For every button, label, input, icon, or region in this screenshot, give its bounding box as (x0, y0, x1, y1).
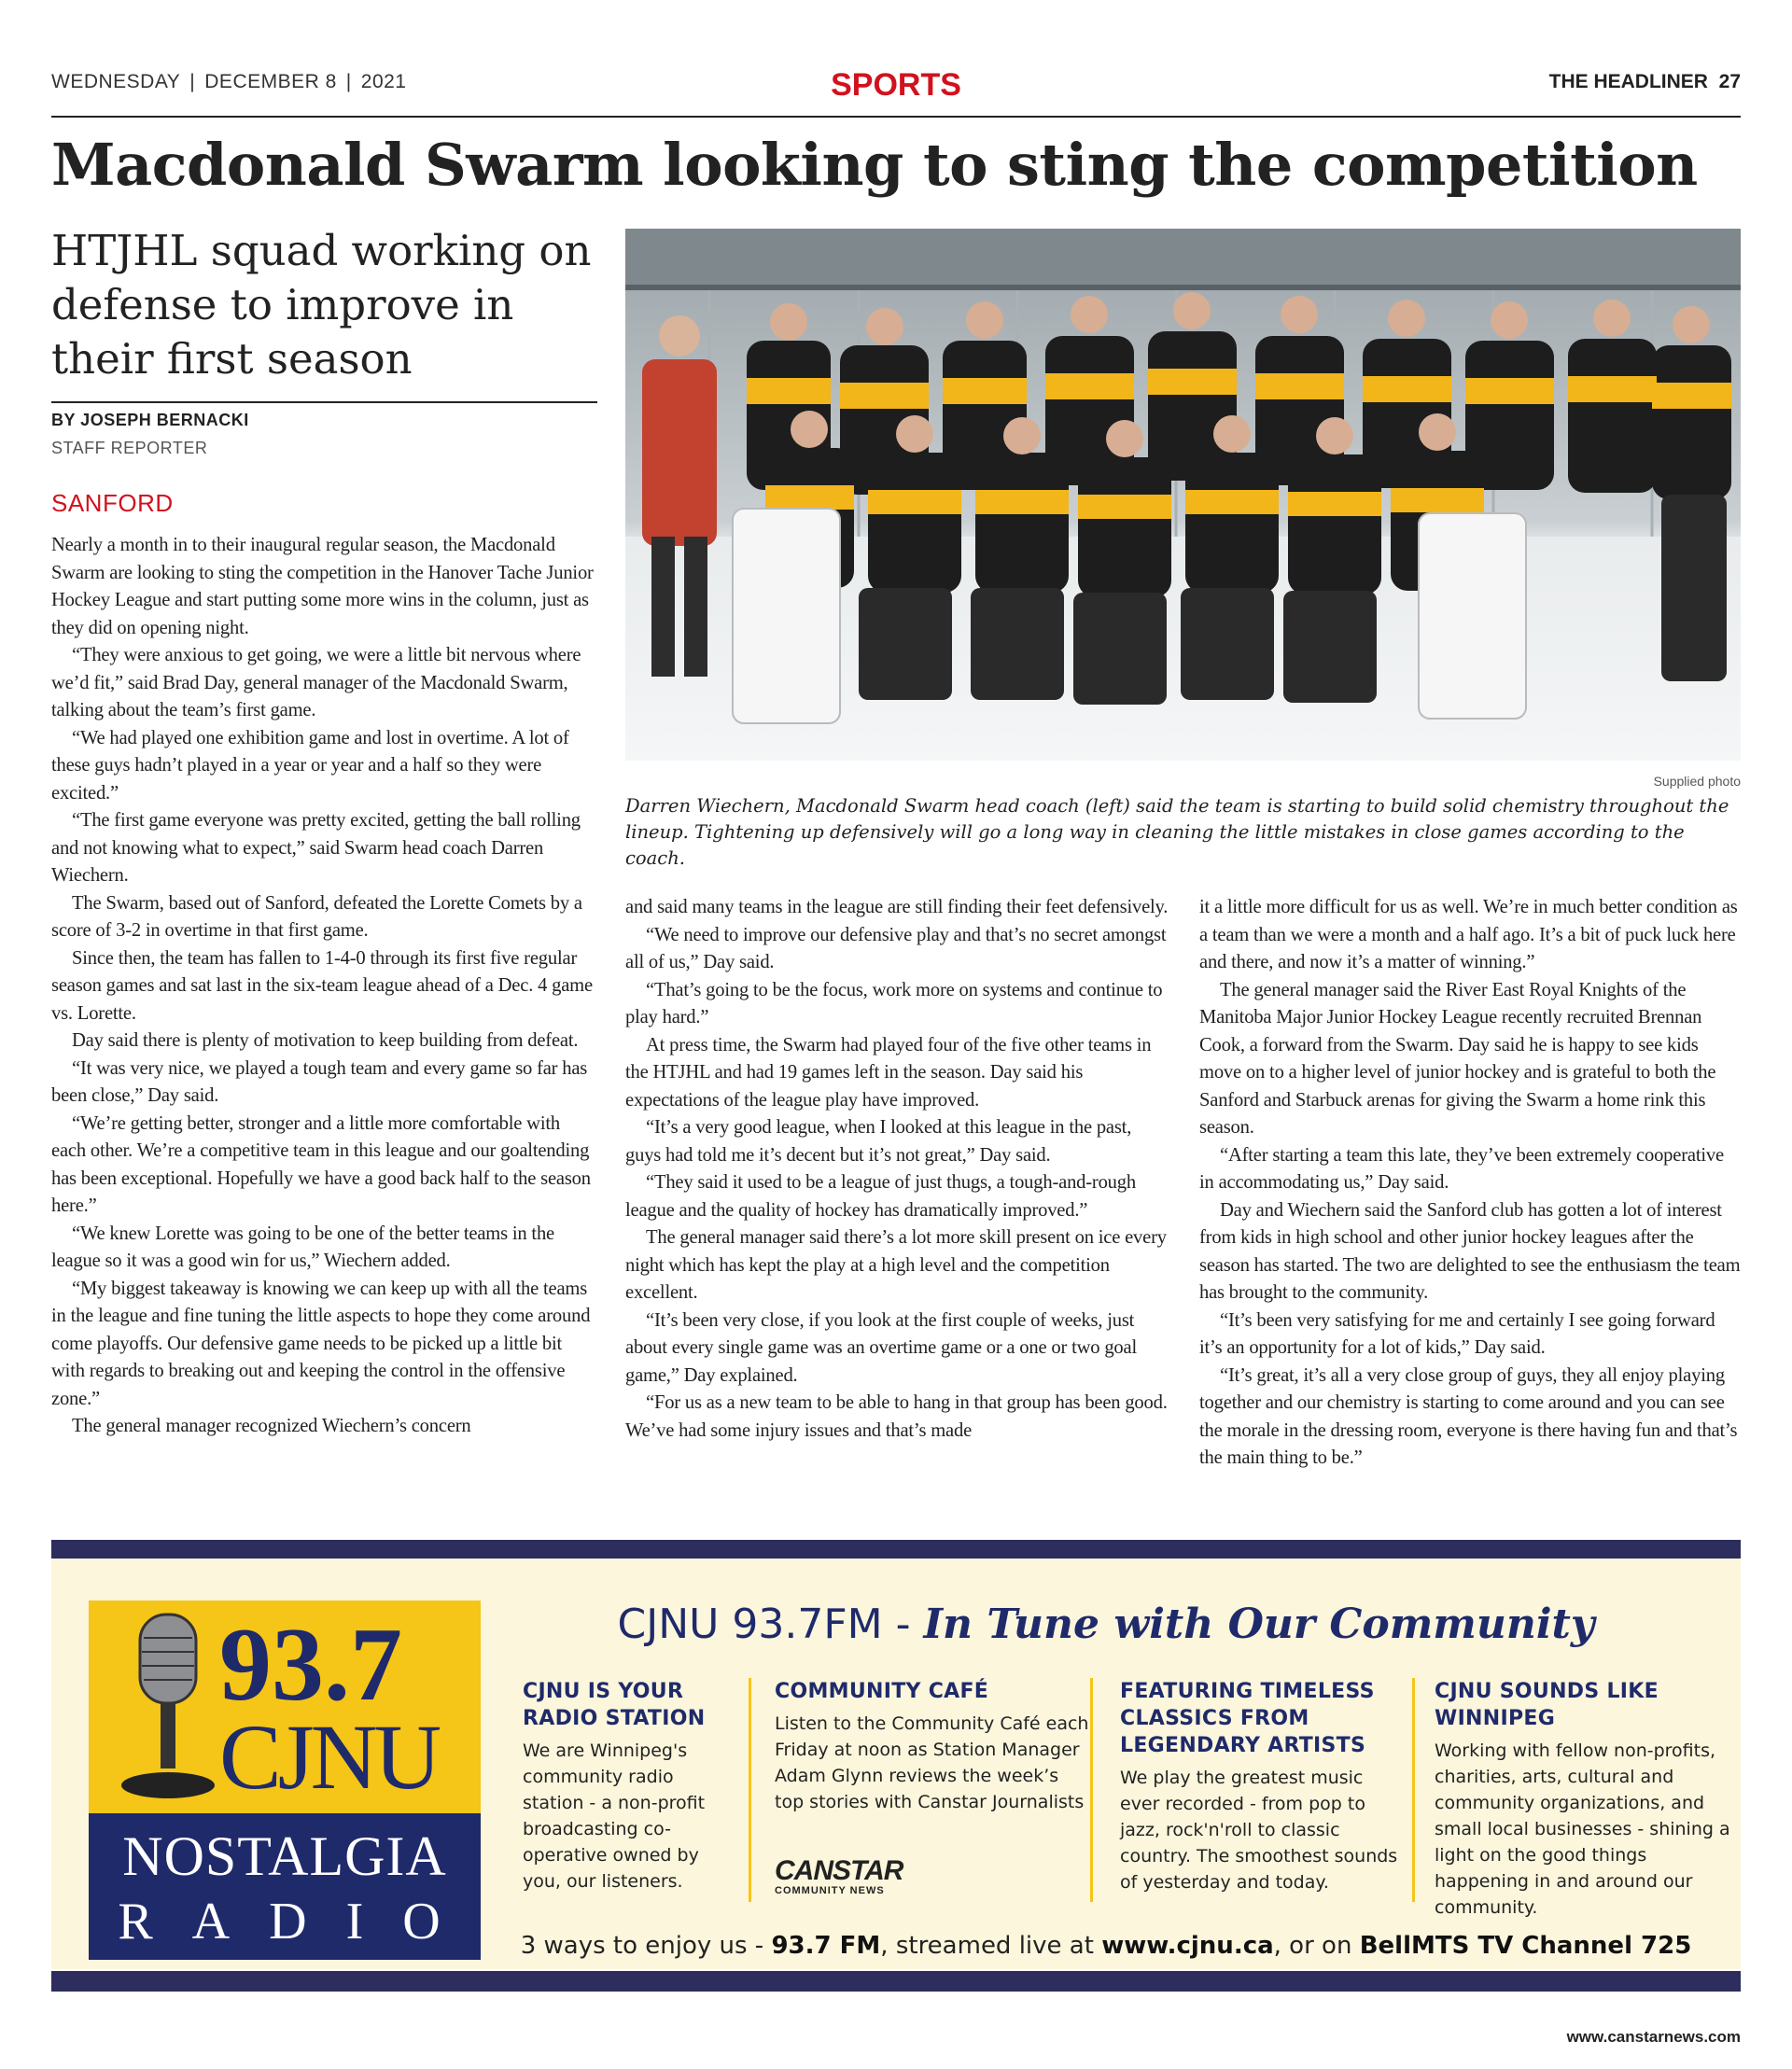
paragraph: “We knew Lorette was going to be one of the better teams in the league so it was a good win for us,” Wiechern added. (51, 1223, 554, 1271)
paragraph: “The first game everyone was pretty excited, getting the ball rolling and not knowing what to expect,” said Swarm head coach Darren Wiechern. (51, 810, 581, 886)
ad-column-radio-station (523, 1678, 728, 1894)
paragraph: The general manager recognized Wiechern’s concern (72, 1416, 471, 1436)
section-name: SPORTS (831, 67, 961, 103)
ad-column-divider (1412, 1678, 1415, 1902)
paragraph: At press time, the Swarm had played four of the five other teams in the HTJHL and had 19 games left in the season. Day said his expectations of the league play have improved. (625, 1034, 1152, 1111)
article-subhead: HTJHL squad working on defense to improve in their first season (51, 226, 592, 384)
publication-name (1549, 71, 1741, 93)
ad-footer-mid: , streamed live at (880, 1932, 1102, 1960)
paragraph: “My biggest takeaway is knowing we can keep up with all the teams in the league and fine tuning the little aspects to hope they come around come playoffs. Our defensive game needs to be picked up a little bit with regards to breaking out and keeping the control in the offensive zone.” (51, 1278, 591, 1409)
ad-body (51, 1559, 1741, 1969)
paragraph: The general manager said the River East Royal Knights of the Manitoba Major Junior Hockey League recently recruited Brennan Cook, a forward from the Swarm. Day said he is happy to see kids move on to a higher level of junior hockey and is grateful to both the Sanford and Starbuck arenas for giving the Swarm a home rink this season. (1199, 979, 1716, 1138)
ad-footer-prefix: 3 ways to enjoy us - (520, 1932, 772, 1960)
paragraph: “We had played one exhibition game and lost in overtime. A lot of these guys hadn’t played in a year or year and a half so they were excited.” (51, 727, 569, 804)
ad-column-heading: COMMUNITY CAFÉ (775, 1680, 989, 1703)
logo-callsign: CJNU (219, 1705, 439, 1809)
issue-day: WEDNESDAY (51, 71, 181, 92)
issue-date: WEDNESDAY | DECEMBER 8 | 2021 (51, 71, 407, 92)
paragraph: “After starting a team this late, they’ve been extremely cooperative in accommodating us,” Day said. (1199, 1144, 1724, 1193)
article-column-1 (51, 532, 597, 1441)
paragraph: Since then, the team has fallen to 1-4-0 through its first five regular season games and sat last in the six-team league ahead of a Dec. 4 game vs. Lorette. (51, 947, 593, 1024)
dateline: SANFORD (51, 489, 174, 517)
paragraph: “It’s great, it’s all a very close group of guys, they all enjoy playing together and our chemistry is starting to come around and you can see the morale in the dressing room, everyone is there having fun and that’s the main thing to be.” (1199, 1364, 1738, 1468)
ad-title (490, 1601, 1722, 1648)
ad-footer-or: , or on (1273, 1932, 1360, 1960)
ad-footer-fm: 93.7 FM (771, 1932, 881, 1960)
photo-credit: Supplied photo (1653, 774, 1741, 789)
paragraph: “They were anxious to get going, we were a little bit nervous where we’d fit,” said Brad Day, general manager of the Macdonald Swarm, talking about the team’s first game. (51, 645, 581, 720)
ad-title-slogan: In Tune with Our Community (923, 1601, 1595, 1648)
ad-footer-url[interactable]: www.cjnu.ca (1101, 1932, 1274, 1960)
paragraph: The general manager said there’s a lot more skill present on ice every night which has kept the play at a high level and the competition excellent. (625, 1227, 1167, 1303)
paragraph: “That’s going to be the focus, work more on systems and continue to play hard.” (625, 979, 1163, 1028)
issue-year: 2021 (360, 71, 407, 92)
paragraph: Nearly a month in to their inaugural regular season, the Macdonald Swarm are looking to sting the competition in the Hanover Tache Junior Hockey League and start putting some more wins in the column, just as they did on opening night. (51, 535, 594, 638)
ad-column-text: Working with fellow non-profits, charities, arts, cultural and community organizations, and small local businesses - shining a light on the good things happening in and around our community. (1435, 1740, 1730, 1918)
ad-title-plain: CJNU 93.7FM - (617, 1601, 924, 1648)
ad-column-heading: CJNU IS YOUR RADIO STATION (523, 1680, 706, 1730)
ad-column-heading: CJNU SOUNDS LIKE WINNIPEG (1435, 1680, 1659, 1730)
ad-column-divider (1090, 1678, 1093, 1902)
footer-website[interactable]: www.canstarnews.com (1566, 2028, 1741, 2046)
ad-column-classics (1120, 1678, 1405, 1895)
ad-top-bar (51, 1540, 1741, 1559)
microphone-icon (112, 1610, 224, 1806)
cjnu-logo (89, 1601, 481, 1960)
ad-column-divider (749, 1678, 751, 1902)
ad-footer-tv: BellMTS TV Channel 725 (1359, 1932, 1692, 1960)
publication-title: THE HEADLINER (1548, 71, 1708, 92)
cjnu-advertisement (51, 1540, 1741, 2006)
paragraph: The Swarm, based out of Sanford, defeated the Lorette Comets by a score of 3-2 in overtime in that first game. (51, 892, 582, 941)
ad-column-text: We play the greatest music ever recorded - from pop to jazz, rock'n'roll to classic country. The smoothest sounds of yesterday and today. (1120, 1768, 1398, 1893)
subhead-rule (51, 401, 597, 403)
article-column-3 (1199, 894, 1741, 1473)
paragraph: it a little more difficult for us as well. We’re in much better condition as a team than we were a month and a half ago. It’s a bit of puck luck here and there, and now it’s a matter of winning.” (1199, 897, 1738, 972)
ad-footer (490, 1932, 1722, 1960)
paragraph: “For us as a new team to be able to hang in that group has been good. We’ve had some injury issues and that’s made (625, 1392, 1168, 1441)
byline-role: STAFF REPORTER (51, 439, 208, 457)
paragraph: “It’s a very good league, when I looked at this league in the past, guys had told me it’s decent but it’s not great,” Day said. (625, 1117, 1132, 1166)
ad-column-community-cafe (775, 1678, 1092, 1896)
paragraph: and said many teams in the league are still finding their feet defensively. (625, 897, 1169, 917)
paragraph: “We’re getting better, stronger and a little more comfortable with each other. We’re a competitive team in this league and our goaltending has been exceptional. Hopefully we have a good back half to the season here.” (51, 1112, 591, 1216)
canstar-logo-sub: COMMUNITY NEWS (775, 1885, 885, 1896)
ad-bottom-bar (51, 1971, 1741, 1992)
logo-nostalgia: NOSTALGIA (122, 1825, 447, 1887)
paragraph: “We need to improve our defensive play and that’s no secret amongst all of us,” Day said. (625, 924, 1167, 972)
paragraph: “It was very nice, we played a tough team and every game so far has been close,” Day said. (51, 1057, 588, 1106)
article-column-2 (625, 894, 1171, 1445)
ad-column-sounds-like-winnipeg (1435, 1678, 1733, 1921)
header-rule (51, 116, 1741, 118)
team-photo (625, 229, 1741, 761)
logo-frequency: 93.7 (219, 1607, 402, 1723)
canstar-logo-name: CANSTAR (775, 1855, 903, 1886)
ad-column-text: We are Winnipeg's community radio station - a non-profit broadcasting co-operative owned by you, our listeners. (523, 1740, 706, 1892)
team-photo-illustration (625, 229, 1741, 761)
photo-caption: Darren Wiechern, Macdonald Swarm head coach (left) said the team is starting to build solid chemistry throughout the lineup. Tightening up defensively will go a long way in cleaning the little mistakes in close games according to the coach. (625, 795, 1729, 869)
canstar-logo (775, 1855, 903, 1896)
article-headline: Macdonald Swarm looking to sting the competition (51, 131, 1698, 199)
issue-month-day: DECEMBER 8 (204, 71, 337, 92)
ad-column-text: Listen to the Community Café each Friday at noon as Station Manager Adam Glynn reviews the week’s top stories with Canstar Journalists (775, 1713, 1089, 1812)
ad-column-heading: FEATURING TIMELESS CLASSICS FROM LEGENDARY ARTISTS (1120, 1680, 1375, 1757)
page-number: 27 (1718, 71, 1741, 92)
paragraph: Day said there is plenty of motivation to keep building from defeat. (72, 1030, 579, 1051)
logo-radio: RADIO (118, 1893, 480, 1950)
paragraph: Day and Wiechern said the Sanford club has gotten a lot of interest from kids in high school and other junior hockey leagues after the season has started. The two are delighted to see the enthusiasm the team has brought to the community. (1199, 1199, 1741, 1303)
byline: BY JOSEPH BERNACKI (51, 411, 249, 429)
paragraph: “It’s been very close, if you look at the first couple of weeks, just about every single game was an overtime game or a one or two goal game,” Day explained. (625, 1309, 1137, 1386)
paragraph: “They said it used to be a league of just thugs, a tough-and-rough league and the quality of hockey has dramatically improved.” (625, 1172, 1136, 1221)
paragraph: “It’s been very satisfying for me and certainly I see going forward it’s an opportunity for a lot of kids,” Day said. (1199, 1309, 1715, 1358)
